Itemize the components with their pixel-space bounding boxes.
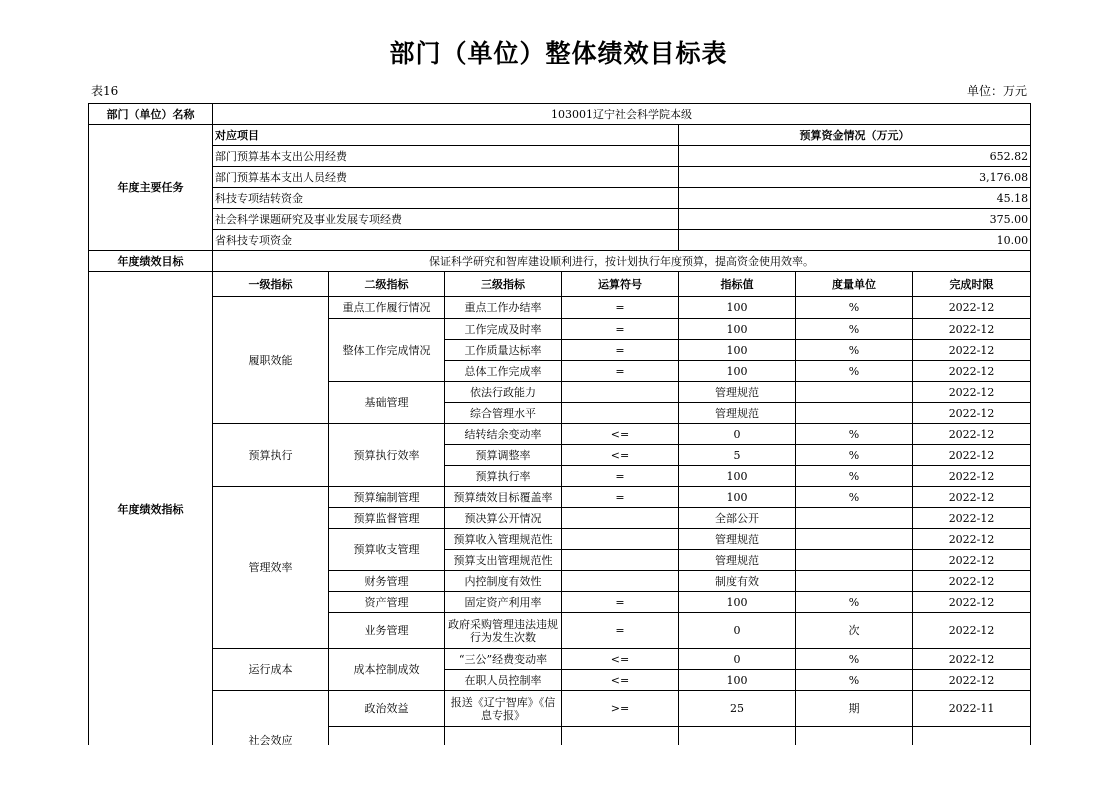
- level3-cell: 重点工作办结率: [445, 297, 562, 319]
- dept-row: [89, 104, 1031, 125]
- level1-cell: 履职效能: [213, 297, 329, 424]
- operator-cell: [562, 550, 679, 571]
- task-row: [89, 146, 1031, 167]
- unit-cell: [796, 550, 913, 571]
- level1-cell: 管理效率: [213, 487, 329, 649]
- value-cell: 100: [679, 487, 796, 508]
- level2-cell: 预算执行效率: [329, 424, 445, 487]
- deadline-cell: 2022-12: [913, 508, 1031, 529]
- level3-cell: 在职人员控制率: [445, 670, 562, 691]
- header-unit: 度量单位: [796, 272, 913, 297]
- value-cell: 制度有效: [679, 571, 796, 592]
- unit-cell: %: [796, 319, 913, 340]
- task-amount: 45.18: [679, 188, 1031, 209]
- deadline-cell: 2022-12: [913, 529, 1031, 550]
- operator-cell: <=: [562, 649, 679, 670]
- operator-cell: [562, 529, 679, 550]
- unit-cell: %: [796, 592, 913, 613]
- value-cell: 0: [679, 424, 796, 445]
- unit-cell: %: [796, 340, 913, 361]
- unit-cell: [796, 382, 913, 403]
- value-cell: 管理规范: [679, 550, 796, 571]
- level3-cell: 政府采购管理违法违规行为发生次数: [445, 613, 562, 649]
- empty-cell: [445, 727, 562, 746]
- level2-cell: 成本控制成效: [329, 649, 445, 691]
- task-row: [89, 230, 1031, 251]
- value-cell: 100: [679, 319, 796, 340]
- level3-cell: 预算调整率: [445, 445, 562, 466]
- level2-cell: 预算收支管理: [329, 529, 445, 571]
- level2-cell: 业务管理: [329, 613, 445, 649]
- unit-label: 单位：万元: [966, 84, 1027, 98]
- unit-cell: %: [796, 361, 913, 382]
- tasks-header-row: [89, 125, 1031, 146]
- level3-cell: 固定资产利用率: [445, 592, 562, 613]
- header-operator: 运算符号: [562, 272, 679, 297]
- operator-cell: =: [562, 319, 679, 340]
- header-value: 指标值: [679, 272, 796, 297]
- tasks-header-budget: 预算资金情况（万元）: [679, 125, 1031, 146]
- performance-table: [88, 103, 1031, 745]
- task-amount: 10.00: [679, 230, 1031, 251]
- operator-cell: =: [562, 361, 679, 382]
- level3-cell: 内控制度有效性: [445, 571, 562, 592]
- empty-cell: [796, 727, 913, 746]
- goal-row: [89, 251, 1031, 272]
- operator-cell: =: [562, 487, 679, 508]
- operator-cell: <=: [562, 445, 679, 466]
- performance-table-container: [88, 103, 1031, 745]
- indicator-row: [89, 691, 1031, 727]
- task-name: 部门预算基本支出人员经费: [213, 167, 679, 188]
- value-cell: 0: [679, 613, 796, 649]
- indicators-label: 年度绩效指标: [89, 272, 213, 746]
- dept-value: 103001辽宁社会科学院本级: [213, 104, 1031, 125]
- unit-cell: 次: [796, 613, 913, 649]
- task-name: 部门预算基本支出公用经费: [213, 146, 679, 167]
- value-cell: 管理规范: [679, 382, 796, 403]
- level3-cell: “三公”经费变动率: [445, 649, 562, 670]
- deadline-cell: 2022-12: [913, 649, 1031, 670]
- unit-cell: %: [796, 445, 913, 466]
- value-cell: 管理规范: [679, 529, 796, 550]
- level1-cell: 社会效应: [213, 691, 329, 746]
- unit-cell: %: [796, 297, 913, 319]
- deadline-cell: 2022-11: [913, 691, 1031, 727]
- level2-cell: 基础管理: [329, 382, 445, 424]
- operator-cell: =: [562, 340, 679, 361]
- indicator-header-row: [89, 272, 1031, 297]
- unit-cell: [796, 529, 913, 550]
- deadline-cell: 2022-12: [913, 550, 1031, 571]
- unit-cell: %: [796, 649, 913, 670]
- table-number: 表16: [91, 84, 119, 98]
- deadline-cell: 2022-12: [913, 445, 1031, 466]
- level1-cell: 预算执行: [213, 424, 329, 487]
- value-cell: 全部公开: [679, 508, 796, 529]
- level2-cell: 预算编制管理: [329, 487, 445, 508]
- level3-cell: 总体工作完成率: [445, 361, 562, 382]
- value-cell: 0: [679, 649, 796, 670]
- dept-label: 部门（单位）名称: [89, 104, 213, 125]
- unit-cell: %: [796, 670, 913, 691]
- value-cell: 100: [679, 670, 796, 691]
- operator-cell: =: [562, 613, 679, 649]
- deadline-cell: 2022-12: [913, 466, 1031, 487]
- deadline-cell: 2022-12: [913, 319, 1031, 340]
- level2-cell: 重点工作履行情况: [329, 297, 445, 319]
- empty-cell: [913, 727, 1031, 746]
- value-cell: 100: [679, 340, 796, 361]
- operator-cell: [562, 403, 679, 424]
- indicator-row: [89, 297, 1031, 319]
- indicator-row: [89, 487, 1031, 508]
- tasks-header-project: 对应项目: [213, 125, 679, 146]
- unit-cell: [796, 571, 913, 592]
- operator-cell: [562, 508, 679, 529]
- level3-cell: 预决算公开情况: [445, 508, 562, 529]
- level2-cell: 资产管理: [329, 592, 445, 613]
- operator-cell: <=: [562, 670, 679, 691]
- level3-cell: 预算执行率: [445, 466, 562, 487]
- operator-cell: =: [562, 592, 679, 613]
- level3-cell: 结转结余变动率: [445, 424, 562, 445]
- value-cell: 5: [679, 445, 796, 466]
- operator-cell: <=: [562, 424, 679, 445]
- unit-cell: %: [796, 466, 913, 487]
- task-name: 省科技专项资金: [213, 230, 679, 251]
- task-name: 社会科学课题研究及事业发展专项经费: [213, 209, 679, 230]
- deadline-cell: 2022-12: [913, 670, 1031, 691]
- task-amount: 375.00: [679, 209, 1031, 230]
- level3-cell: 综合管理水平: [445, 403, 562, 424]
- task-amount: 3,176.08: [679, 167, 1031, 188]
- empty-cell: [329, 727, 445, 746]
- deadline-cell: 2022-12: [913, 340, 1031, 361]
- value-cell: 100: [679, 466, 796, 487]
- value-cell: 100: [679, 592, 796, 613]
- indicator-row: [89, 424, 1031, 445]
- unit-cell: 期: [796, 691, 913, 727]
- operator-cell: [562, 571, 679, 592]
- value-cell: 管理规范: [679, 403, 796, 424]
- level2-cell: 政治效益: [329, 691, 445, 727]
- level1-cell: 运行成本: [213, 649, 329, 691]
- empty-cell: [679, 727, 796, 746]
- unit-cell: [796, 403, 913, 424]
- level3-cell: 工作质量达标率: [445, 340, 562, 361]
- header-level3: 三级指标: [445, 272, 562, 297]
- task-amount: 652.82: [679, 146, 1031, 167]
- tasks-label: 年度主要任务: [89, 125, 213, 251]
- level3-cell: 工作完成及时率: [445, 319, 562, 340]
- deadline-cell: 2022-12: [913, 424, 1031, 445]
- level3-cell: 依法行政能力: [445, 382, 562, 403]
- value-cell: 25: [679, 691, 796, 727]
- operator-cell: =: [562, 297, 679, 319]
- goal-label: 年度绩效目标: [89, 251, 213, 272]
- level3-cell: 预算收入管理规范性: [445, 529, 562, 550]
- operator-cell: >=: [562, 691, 679, 727]
- value-cell: 100: [679, 361, 796, 382]
- header-level2: 二级指标: [329, 272, 445, 297]
- level2-cell: 整体工作完成情况: [329, 319, 445, 382]
- level3-cell: 报送《辽宁智库》《信息专报》: [445, 691, 562, 727]
- deadline-cell: 2022-12: [913, 403, 1031, 424]
- task-name: 科技专项结转资金: [213, 188, 679, 209]
- level2-cell: 预算监督管理: [329, 508, 445, 529]
- level2-cell: 财务管理: [329, 571, 445, 592]
- task-row: [89, 188, 1031, 209]
- value-cell: 100: [679, 297, 796, 319]
- unit-cell: %: [796, 487, 913, 508]
- empty-cell: [562, 727, 679, 746]
- goal-text: 保证科学研究和智库建设顺利进行，按计划执行年度预算，提高资金使用效率。: [213, 251, 1031, 272]
- deadline-cell: 2022-12: [913, 613, 1031, 649]
- operator-cell: [562, 382, 679, 403]
- unit-cell: [796, 508, 913, 529]
- indicator-row: [89, 649, 1031, 670]
- level3-cell: 预算支出管理规范性: [445, 550, 562, 571]
- deadline-cell: 2022-12: [913, 571, 1031, 592]
- page-title: 部门（单位）整体绩效目标表: [389, 39, 728, 68]
- deadline-cell: 2022-12: [913, 592, 1031, 613]
- deadline-cell: 2022-12: [913, 487, 1031, 508]
- operator-cell: =: [562, 466, 679, 487]
- deadline-cell: 2022-12: [913, 361, 1031, 382]
- deadline-cell: 2022-12: [913, 297, 1031, 319]
- task-row: [89, 167, 1031, 188]
- level3-cell: 预算绩效目标覆盖率: [445, 487, 562, 508]
- unit-cell: %: [796, 424, 913, 445]
- deadline-cell: 2022-12: [913, 382, 1031, 403]
- task-row: [89, 209, 1031, 230]
- header-deadline: 完成时限: [913, 272, 1031, 297]
- header-level1: 一级指标: [213, 272, 329, 297]
